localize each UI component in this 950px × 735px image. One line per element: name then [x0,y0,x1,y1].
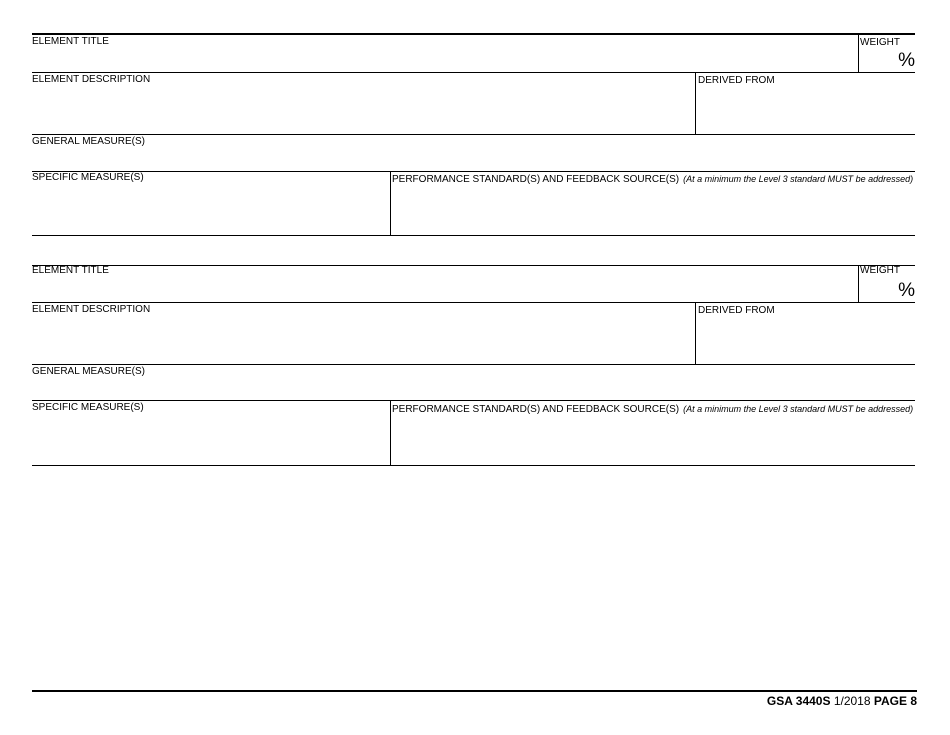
performance-standards-note: (At a minimum the Level 3 standard MUST be addressed) [683,174,914,184]
performance-standards-title: PERFORMANCE STANDARD(S) AND FEEDBACK SOURCE(S) [392,404,680,415]
top-rule [32,33,915,35]
element-title-label: ELEMENT TITLE [32,36,109,47]
form-revision: 1/2018 [833,694,871,708]
general-measures-field[interactable] [32,378,915,400]
weight-divider [858,266,859,302]
element-title-label: ELEMENT TITLE [32,265,109,276]
weight-percent-sign: % [898,280,915,301]
element-title-field[interactable] [32,277,858,301]
rule [32,364,915,365]
bottom-rule [32,465,915,466]
rule [32,72,915,73]
performance-standards-title: PERFORMANCE STANDARD(S) AND FEEDBACK SOURCE(S) [392,174,680,185]
weight-percent-sign: % [898,50,915,71]
weight-field[interactable] [860,278,898,300]
form-number: GSA 3440S [766,694,831,708]
element-description-label: ELEMENT DESCRIPTION [32,304,151,315]
element-title-field[interactable] [32,47,858,71]
performance-standards-field[interactable] [392,415,915,464]
weight-label: WEIGHT [860,37,900,48]
footer-rule [32,690,917,692]
weight-label: WEIGHT [860,265,900,276]
page-number: PAGE 8 [873,694,917,708]
performance-divider [390,172,391,235]
general-measures-label: GENERAL MEASURE(S) [32,136,145,147]
general-measures-label: GENERAL MEASURE(S) [32,366,145,377]
derived-from-label: DERIVED FROM [698,75,775,86]
element-block-1 [32,33,915,236]
derived-from-field[interactable] [698,317,915,363]
element-block-2 [32,265,915,468]
performance-standards-note: (At a minimum the Level 3 standard MUST be addressed) [683,404,914,414]
derived-from-field[interactable] [698,87,915,133]
performance-standards-field[interactable] [392,185,915,234]
bottom-rule [32,235,915,236]
top-rule [32,265,915,266]
derived-from-divider [695,73,696,134]
element-description-label: ELEMENT DESCRIPTION [32,74,151,85]
weight-divider [858,35,859,72]
general-measures-field[interactable] [32,148,915,170]
element-description-field[interactable] [32,317,695,363]
specific-measures-field[interactable] [32,184,390,234]
derived-from-divider [695,303,696,364]
derived-from-label: DERIVED FROM [698,305,775,316]
specific-measures-label: SPECIFIC MEASURE(S) [32,402,144,413]
rule [32,171,915,172]
form-footer [767,694,917,708]
rule [32,134,915,135]
element-description-field[interactable] [32,87,695,133]
weight-field[interactable] [860,49,898,71]
rule [32,400,915,401]
specific-measures-label: SPECIFIC MEASURE(S) [32,172,144,183]
specific-measures-field[interactable] [32,414,390,464]
rule [32,302,915,303]
performance-divider [390,401,391,465]
